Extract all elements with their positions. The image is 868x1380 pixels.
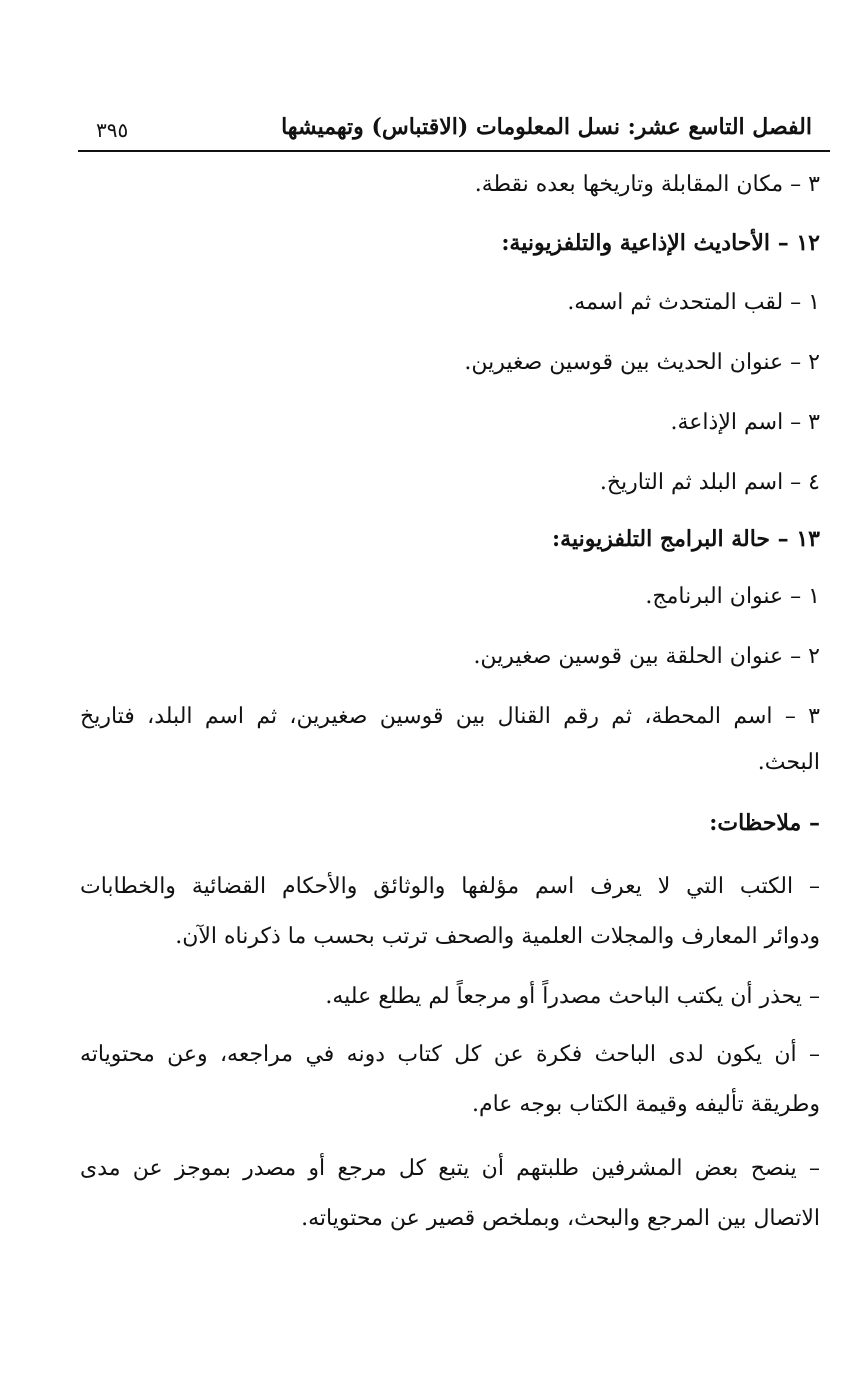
note-line: – يحذر أن يكتب الباحث مصدراً أو مرجعاً لم يطلع عليه.	[325, 984, 820, 1009]
list-item: ٣ – اسم المحطة، ثم رقم القنال بين قوسين صغيرين، ثم اسم البلد، فتاريخ	[80, 704, 820, 729]
list-item: ٣ – اسم الإذاعة.	[670, 410, 820, 435]
list-item: ٣ – مكان المقابلة وتاريخها بعده نقطة.	[474, 172, 820, 197]
section-heading-13: ١٣ – حالة البرامج التلفزيونية:	[552, 526, 820, 552]
running-header	[78, 112, 830, 152]
list-item: ٢ – عنوان الحديث بين قوسين صغيرين.	[464, 350, 820, 375]
note-line: – أن يكون لدى الباحث فكرة عن كل كتاب دونه في مراجعه، وعن محتوياته	[80, 1042, 820, 1067]
chapter-title: الفصل التاسع عشر: نسل المعلومات (الاقتباس) وتهميشها	[281, 114, 812, 140]
list-item: ٤ – اسم البلد ثم التاريخ.	[599, 470, 820, 495]
note-line: – ينصح بعض المشرفين طلبتهم أن يتبع كل مرجع أو مصدر بموجز عن مدى	[80, 1156, 820, 1181]
list-item: ٢ – عنوان الحلقة بين قوسين صغيرين.	[473, 644, 820, 669]
list-item-continuation: البحث.	[757, 750, 820, 775]
section-heading-12: ١٢ – الأحاديث الإذاعية والتلفزيونية:	[501, 230, 820, 256]
note-line: وطريقة تأليفه وقيمة الكتاب بوجه عام.	[471, 1092, 820, 1117]
note-line: ودوائر المعارف والمجلات العلمية والصحف ترتب بحسب ما ذكرناه الآن.	[175, 924, 820, 949]
note-line: الاتصال بين المرجع والبحث، وبملخص قصير عن محتوياته.	[301, 1206, 820, 1231]
notes-heading: – ملاحظات:	[709, 810, 820, 836]
list-item: ١ – لقب المتحدث ثم اسمه.	[567, 290, 820, 315]
note-line: – الكتب التي لا يعرف اسم مؤلفها والوثائق والأحكام القضائية والخطابات	[80, 874, 820, 899]
page-number: ٣٩٥	[96, 118, 129, 142]
list-item: ١ – عنوان البرنامج.	[645, 584, 820, 609]
